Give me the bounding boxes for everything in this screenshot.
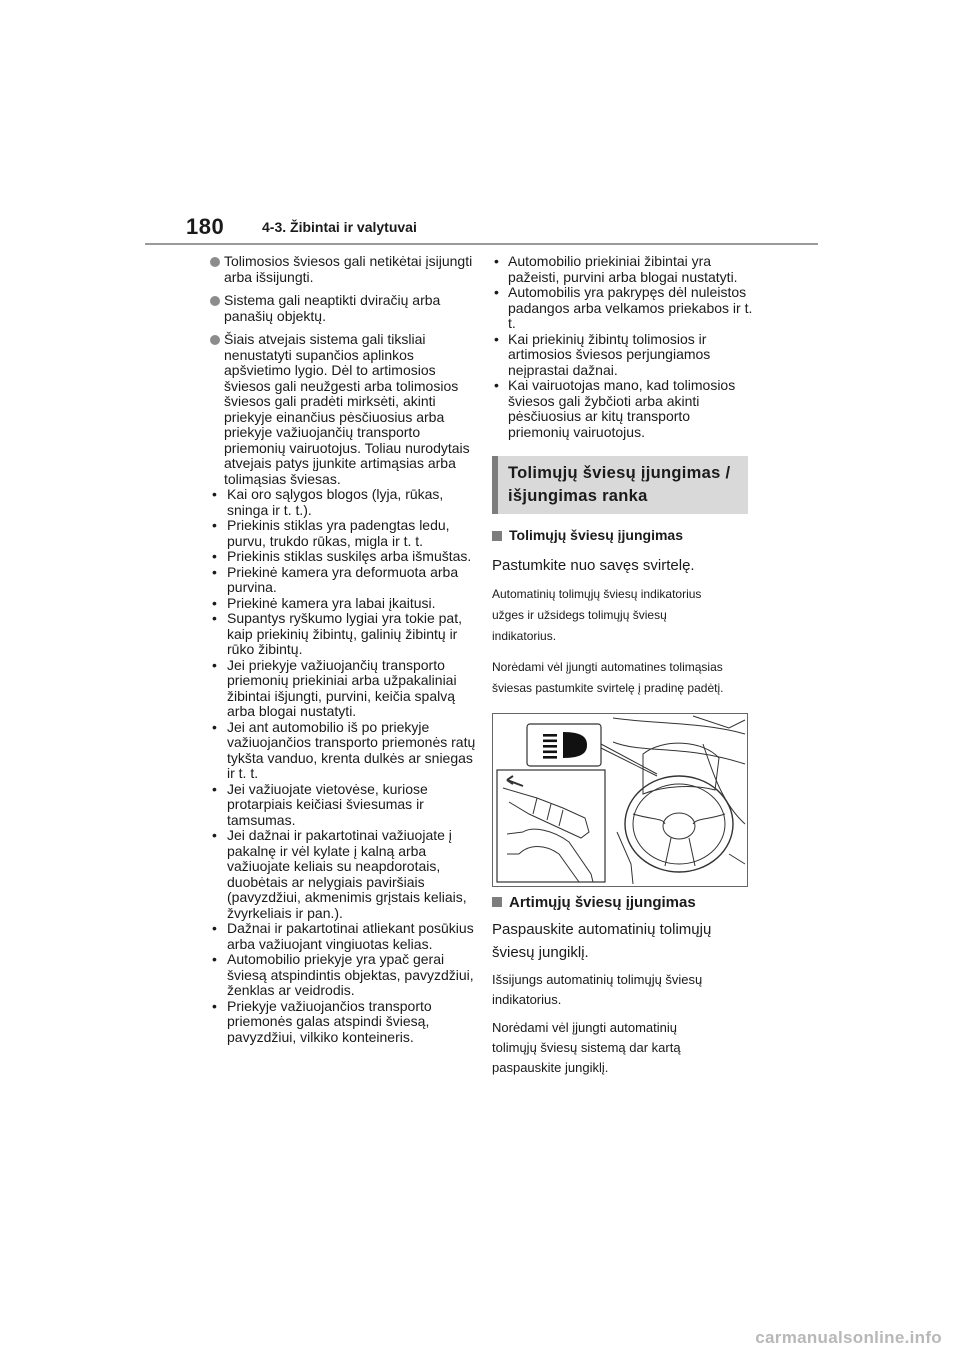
dot-item-text: Sistema gali neaptikti dviračių arba panašių objektų. — [224, 292, 441, 324]
left-column — [210, 254, 480, 1045]
bullet-dot-icon — [210, 257, 220, 267]
list-item: • Dažnai ir pakartotinai atliekant posūkius arba važiuojant vingiuotas kelias. — [212, 920, 474, 952]
dot-item — [210, 254, 480, 285]
subheading-low-beam-on — [492, 895, 754, 911]
list-item-text: Automobilio priekiniai žibintai yra pažeisti, purvini arba blogai nustatyti. — [508, 253, 738, 285]
note-line: Norėdami vėl įjungti automatinių — [492, 1020, 677, 1035]
note-line: indikatorius. — [492, 628, 557, 643]
section-heading-box — [492, 456, 748, 514]
instruction-text: Pastumkite nuo savęs svirtelę. — [492, 556, 695, 574]
dot-item-text: Šiais atvejais sistema gali tiksliai nenustatyti supančios aplinkos apšvietimo lygio. Dėl to artimosios šviesos gali neužgesti arba tolimosios šviesos gali pradėti mirksėti, akinti priekyje einančius pėsčiuosius arba priekyje važiuojančių transporto priemonių vairuotojus. Toliau nurodytais atvejais patys įjunkite artimąsias arba tolimąsias šviesas. — [224, 331, 470, 487]
bullet-dot-icon — [210, 296, 220, 306]
note-line: Norėdami vėl įjungti automatines tolimąsias — [492, 659, 723, 674]
list-item: • Kai priekinių žibintų tolimosios ir artimosios šviesos perjungiamos neįprastai dažnai. — [494, 330, 711, 378]
instruction-line: Paspauskite automatinių tolimųjų — [492, 921, 712, 938]
note-text — [492, 1018, 754, 1078]
lever-illustration — [492, 713, 748, 887]
bullet-list — [492, 254, 754, 440]
square-bullet-icon — [492, 531, 502, 541]
list-item-text: Dažnai ir pakartotinai atliekant posūkius arba važiuojant vingiuotas kelias. — [227, 920, 474, 952]
instruction-line: šviesų jungiklį. — [492, 944, 589, 961]
header-divider — [145, 243, 818, 245]
list-item: • Jei priekyje važiuojančių transporto priemonių priekiniai arba užpakaliniai žibintai išjungti, purvini, keičia spalvą arba blogai nustatyti. — [212, 656, 457, 719]
list-item-text: Priekinė kamera yra labai įkaitusi. — [227, 594, 436, 611]
note-text — [492, 584, 754, 647]
list-item-text: Priekinė kamera yra deformuota arba purvina. — [227, 563, 459, 595]
list-item: • Priekyje važiuojančios transporto priemonės galas atspindi šviesą, pavyzdžiui, vilkiko konteineris. — [212, 997, 432, 1045]
list-item-text: Kai priekinių žibintų tolimosios ir artimosios šviesos perjungiamos neįprastai dažnai. — [508, 330, 711, 378]
list-item: • Jei dažnai ir pakartotinai važiuojate į pakalnę ir vėl kylate į kalną arba važiuojate keliais su neapdorotais, duobėtais ar nelygiais paviršiais (pavyzdžiui, akmenimis grįstais keliais, žvyrkeliais ir pan.). — [212, 827, 467, 921]
note-line: Automatinių tolimųjų šviesų indikatorius — [492, 586, 702, 601]
list-item: • Priekinis stiklas suskilęs arba išmuštas. — [212, 548, 472, 564]
list-item: • Supantys ryškumo lygiai yra tokie pat, kaip priekinių žibintų, galinių žibintų ir rūko žibintų. — [212, 610, 462, 657]
list-item-text: Kai oro sąlygos blogos (lyja, rūkas, sninga ir t. t.). — [227, 486, 444, 518]
list-item: • Jei važiuojate vietovėse, kuriose protarpiais keičiasi šviesumas ir tamsumas. — [212, 780, 428, 828]
section-title: 4-3. Žibintai ir valytuvai — [262, 219, 417, 235]
section-heading-line: Tolimųjų šviesų įjungimas / — [508, 464, 731, 482]
instruction-text — [492, 918, 754, 964]
watermark: carmanualsonline.info — [755, 1328, 942, 1347]
list-item-text: Kai vairuotojas mano, kad tolimosios šviesos gali žybčioti arba akinti pėsčiuosius ar kitų transporto priemonių vairuotojus. — [508, 377, 736, 440]
note-line: indikatorius. — [492, 992, 562, 1007]
list-item-text: Jei ant automobilio iš po priekyje važiuojančios transporto priemonės ratų tykšta vanduo, krenta dulkės ar sniegas ir t. t. — [227, 718, 476, 781]
note-line: šviesas pastumkite svirtelę į pradinę padėtį. — [492, 680, 724, 695]
note-line: tolimųjų šviesų sistemą dar kartą — [492, 1040, 681, 1055]
list-item-text: Jei važiuojate vietovėse, kuriose protarpiais keičiasi šviesumas ir tamsumas. — [227, 780, 428, 828]
steering-wheel-lever-icon — [493, 714, 747, 886]
right-column — [492, 254, 754, 1078]
list-item: • Priekinė kamera yra deformuota arba purvina. — [212, 563, 459, 595]
note-text — [492, 970, 754, 1010]
subheading-high-beam-on — [492, 528, 754, 544]
note-text — [492, 657, 754, 699]
list-item: • Jei ant automobilio iš po priekyje važiuojančios transporto priemonės ratų tykšta vanduo, krenta dulkės ar sniegas ir t. t. — [212, 718, 476, 781]
note-line: užges ir užsidegs tolimųjų šviesų — [492, 607, 667, 622]
dot-item-text: Tolimosios šviesos gali netikėtai įsijungti arba išsijungti. — [224, 253, 473, 285]
list-item: • Priekinė kamera yra labai įkaitusi. — [212, 594, 436, 611]
list-item: • Kai vairuotojas mano, kad tolimosios šviesos gali žybčioti arba akinti pėsčiuosius ar kitų transporto priemonių vairuotojus. — [494, 377, 736, 440]
subheading-text: Tolimųjų šviesų įjungimas — [509, 527, 683, 543]
list-item: • Automobilio priekyje yra ypač gerai šviesą atspindintis objektas, pavyzdžiui, ženklas ar veidrodis. — [212, 951, 474, 998]
bullet-list — [210, 487, 480, 1045]
note-line: Išsijungs automatinių tolimųjų šviesų — [492, 972, 703, 987]
bullet-dot-icon — [210, 335, 220, 345]
list-item-text: Priekinis stiklas suskilęs arba išmuštas. — [227, 548, 472, 564]
list-item: • Automobilio priekiniai žibintai yra pažeisti, purvini arba blogai nustatyti. — [494, 253, 738, 285]
dot-item — [210, 293, 480, 324]
list-item: • Kai oro sąlygos blogos (lyja, rūkas, sninga ir t. t.). — [212, 486, 444, 518]
list-item: • Automobilis yra pakrypęs dėl nuleistos padangos arba velkamos priekabos ir t. t. — [494, 284, 753, 331]
dot-item — [210, 332, 480, 487]
page-number: 180 — [186, 214, 225, 239]
list-item-text: Jei priekyje važiuojančių transporto priemonių priekiniai arba užpakaliniai žibintai išjungti, purvini, keičia spalvą arba blogai nustatyti. — [227, 656, 457, 719]
list-item-text: Automobilio priekyje yra ypač gerai šviesą atspindintis objektas, pavyzdžiui, ženklas ar veidrodis. — [227, 951, 474, 998]
section-heading-line: išjungimas ranka — [508, 487, 648, 505]
subheading-text: Artimųjų šviesų įjungimas — [509, 893, 696, 911]
list-item-text: Priekyje važiuojančios transporto priemonės galas atspindi šviesą, pavyzdžiui, vilkiko konteineris. — [227, 997, 432, 1045]
list-item-text: Priekinis stiklas yra padengtas ledu, purvu, trukdo rūkas, migla ir t. t. — [227, 517, 450, 549]
list-item: • Priekinis stiklas yra padengtas ledu, purvu, trukdo rūkas, migla ir t. t. — [212, 517, 450, 549]
list-item-text: Jei dažnai ir pakartotinai važiuojate į pakalnę ir vėl kylate į kalną arba važiuojate keliais su neapdorotais, duobėtais ar nelygiais paviršiais (pavyzdžiui, akmenimis grįstais keliais, žvyrkeliais ir pan.). — [227, 827, 467, 921]
list-item-text: Supantys ryškumo lygiai yra tokie pat, kaip priekinių žibintų, galinių žibintų ir rūko žibintų. — [227, 610, 462, 657]
note-line: paspauskite jungiklį. — [492, 1060, 609, 1075]
list-item-text: Automobilis yra pakrypęs dėl nuleistos padangos arba velkamos priekabos ir t. t. — [508, 284, 753, 331]
square-bullet-icon — [492, 897, 502, 907]
